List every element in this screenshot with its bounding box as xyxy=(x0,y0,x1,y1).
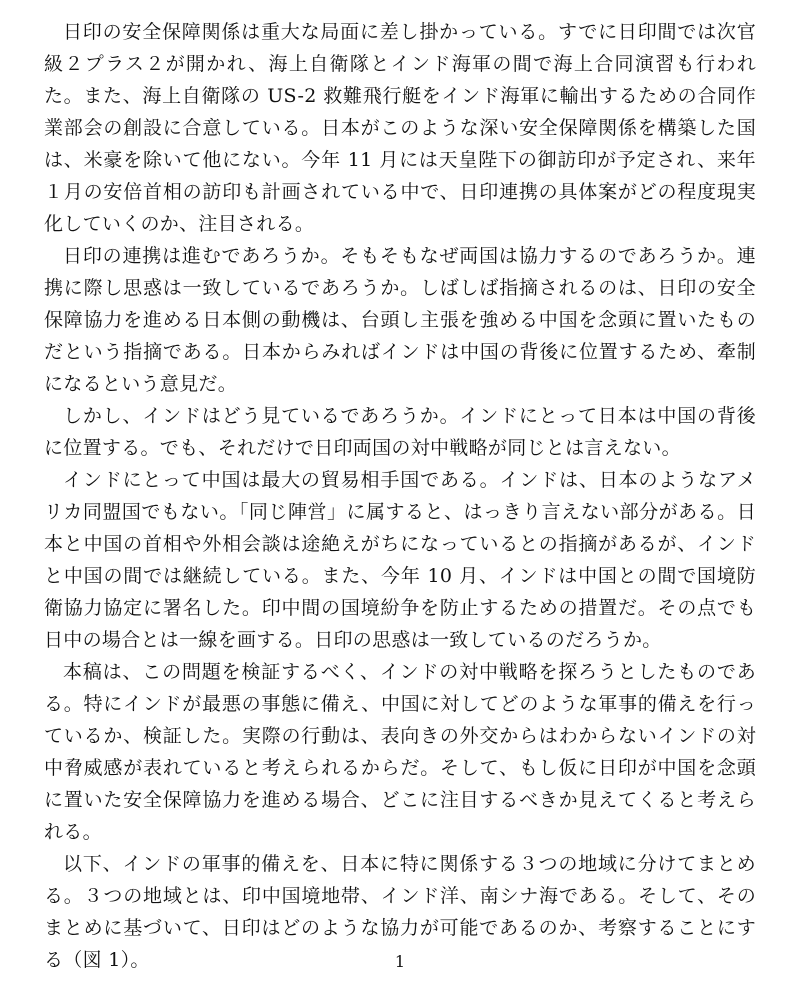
paragraph-2: 日印の連携は進むであろうか。そもそもなぜ両国は協力するのであろうか。連携に際し思惑は一致しているであろうか。しばしば指摘されるのは、日印の安全保障協力を進める日本側の動機は、台頭し主張を強める中国を念頭に置いたものだという指摘である。日本からみればインドは中国の背後に位置するため、牽制になるという意見だ。 xyxy=(44,245,756,395)
paragraph-6: 以下、インドの軍事的備えを、日本に特に関係する３つの地域に分けてまとめる。３つの地域とは、印中国境地帯、インド洋、南シナ海である。そして、そのまとめに基づいて、日印はどのような協力が可能であるのか、考察することにする（図 1）。 xyxy=(44,853,756,971)
paragraph-4: インドにとって中国は最大の貿易相手国である。インドは、日本のようなアメリカ同盟国でもない。「同じ陣営」に属すると、はっきり言えない部分がある。日本と中国の首相や外相会談は途絶えがちになっているとの指摘があるが、インドと中国の間では継続している。また、今年 10 月、インドは中国との間で国境防衛協力協定に署名した。印中間の国境紛争を防止するための措置だ。その点でも日中の場合とは一線を画する。日印の思惑は一致しているのだろうか。 xyxy=(44,469,756,651)
paragraph-5: 本稿は、この問題を検証するべく、インドの対中戦略を探ろうとしたものである。特にインドが最悪の事態に備え、中国に対してどのような軍事的備えを行っているか、検証した。実際の行動は、表向きの外交からはわからないインドの対中脅威感が表れていると考えられるからだ。そして、もし仮に日印が中国を念頭に置いた安全保障協力を進める場合、どこに注目するべきか見えてくると考えられる。 xyxy=(44,661,756,843)
paragraph-1: 日印の安全保障関係は重大な局面に差し掛かっている。すでに日印間では次官級２プラス２が開かれ、海上自衛隊とインド海軍の間で海上合同演習も行われた。また、海上自衛隊の US-2 救難飛行艇をインド海軍に輸出するための合同作業部会の創設に合意している。日本がこのような深い安全保障関係を構築した国は、米豪を除いて他にない。今年 11 月には天皇陛下の御訪印が予定され、来年１月の安倍首相の訪印も計画されている中で、日印連携の具体案がどの程度現実化していくのか、注目される。 xyxy=(44,21,756,235)
page-number: 1 xyxy=(394,952,406,971)
body-text xyxy=(44,16,756,976)
paragraph-3: しかし、インドはどう見ているであろうか。インドにとって日本は中国の背後に位置する。でも、それだけで日印両国の対中戦略が同じとは言えない。 xyxy=(44,405,756,459)
